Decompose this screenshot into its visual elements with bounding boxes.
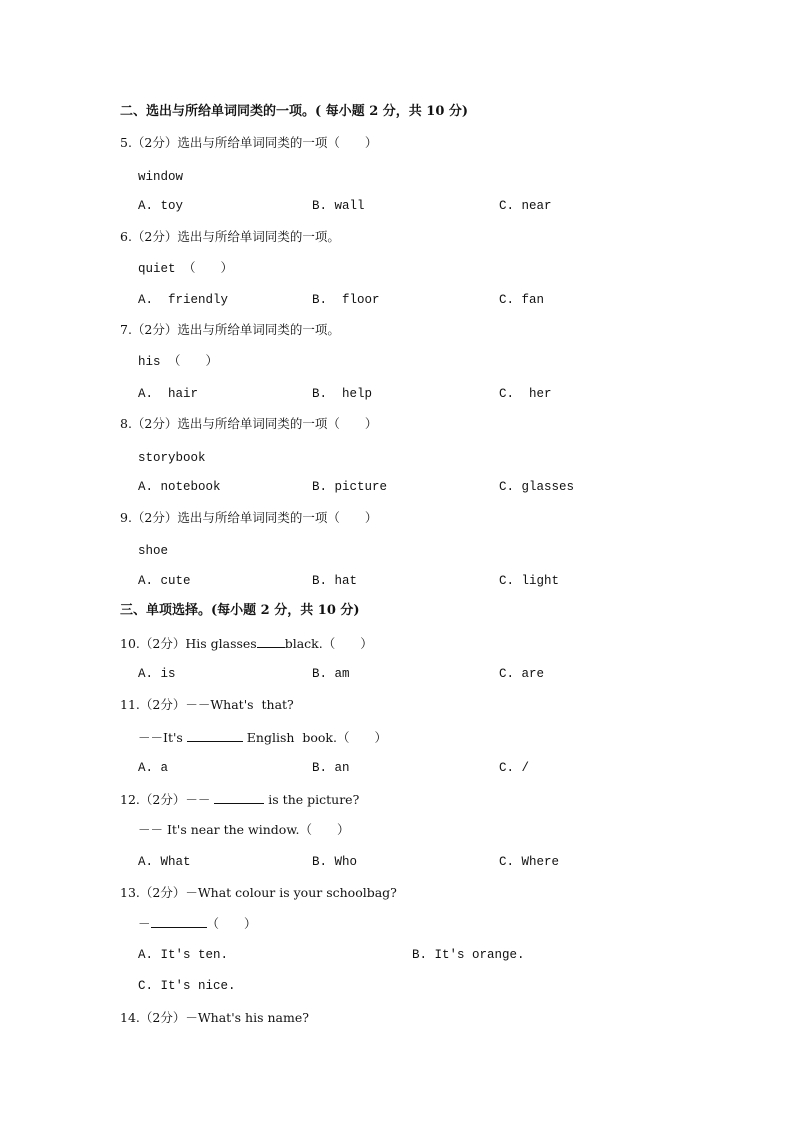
option-b: B. Who bbox=[312, 855, 358, 869]
given-word: storybook bbox=[138, 451, 206, 465]
given-word: shoe bbox=[138, 544, 169, 558]
option-c: C. / bbox=[499, 761, 530, 775]
option-c: C. It's nice. bbox=[138, 979, 236, 993]
given-word: window bbox=[138, 170, 184, 184]
stem-text: English book.（ ） bbox=[242, 730, 387, 745]
option-b: B. am bbox=[312, 667, 350, 681]
question-stem: 8.（2分）选出与所给单词同类的一项（ ） bbox=[120, 416, 378, 431]
option-b: B. an bbox=[312, 761, 350, 775]
answer-blank bbox=[257, 635, 285, 648]
option-a: A. friendly bbox=[138, 293, 229, 307]
option-b: B. It's orange. bbox=[412, 948, 525, 962]
question-stem: 6.（2分）选出与所给单词同类的一项。 bbox=[120, 229, 340, 244]
option-c: C. glasses bbox=[499, 480, 575, 494]
option-b: B. floor bbox=[312, 293, 380, 307]
question-line: －－ It's near the window.（ ） bbox=[138, 822, 350, 837]
question-stem bbox=[120, 635, 373, 652]
question-stem: 7.（2分）选出与所给单词同类的一项。 bbox=[120, 322, 340, 337]
option-b: B. wall bbox=[312, 199, 365, 213]
option-c: C. are bbox=[499, 667, 545, 681]
answer-blank bbox=[214, 791, 264, 804]
option-a: A. notebook bbox=[138, 480, 221, 494]
question-line bbox=[138, 729, 387, 746]
question-stem: 13.（2分）－What colour is your schoolbag? bbox=[120, 885, 397, 900]
stem-text: 10.（2分）His glasses bbox=[120, 636, 257, 651]
question-stem: 11.（2分）－－What's that? bbox=[120, 697, 294, 712]
option-b: B. picture bbox=[312, 480, 388, 494]
option-a: A. toy bbox=[138, 199, 184, 213]
question-stem: 9.（2分）选出与所给单词同类的一项（ ） bbox=[120, 510, 378, 525]
option-a: A. What bbox=[138, 855, 191, 869]
option-b: B. hat bbox=[312, 574, 358, 588]
question-stem: 5.（2分）选出与所给单词同类的一项（ ） bbox=[120, 135, 378, 150]
given-word: quiet （ ） bbox=[138, 262, 234, 276]
option-a: A. cute bbox=[138, 574, 191, 588]
stem-text: 12.（2分）－－ bbox=[120, 792, 215, 807]
stem-text: －－It's bbox=[138, 730, 187, 745]
option-c: C. Where bbox=[499, 855, 560, 869]
stem-text: － bbox=[138, 916, 151, 931]
answer-blank bbox=[151, 915, 207, 928]
section-title: 三、单项选择。(每小题 2 分，共 10 分) bbox=[120, 603, 360, 618]
given-word: his （ ） bbox=[138, 355, 219, 369]
option-c: C. her bbox=[499, 387, 552, 401]
option-c: C. light bbox=[499, 574, 560, 588]
option-b: B. help bbox=[312, 387, 373, 401]
option-a: A. a bbox=[138, 761, 169, 775]
option-a: A. hair bbox=[138, 387, 199, 401]
stem-text: black.（ ） bbox=[284, 636, 373, 651]
option-c: C. near bbox=[499, 199, 552, 213]
answer-blank bbox=[187, 729, 243, 742]
stem-text: （ ） bbox=[206, 916, 257, 931]
stem-text: is the picture? bbox=[264, 792, 360, 807]
option-a: A. It's ten. bbox=[138, 948, 229, 962]
section-title: 二、选出与所给单词同类的一项。( 每小题 2 分，共 10 分) bbox=[120, 104, 469, 119]
question-stem: 14.（2分）－What's his name? bbox=[120, 1010, 309, 1025]
option-c: C. fan bbox=[499, 293, 545, 307]
question-line bbox=[138, 915, 257, 932]
option-a: A. is bbox=[138, 667, 176, 681]
question-stem bbox=[120, 791, 359, 808]
